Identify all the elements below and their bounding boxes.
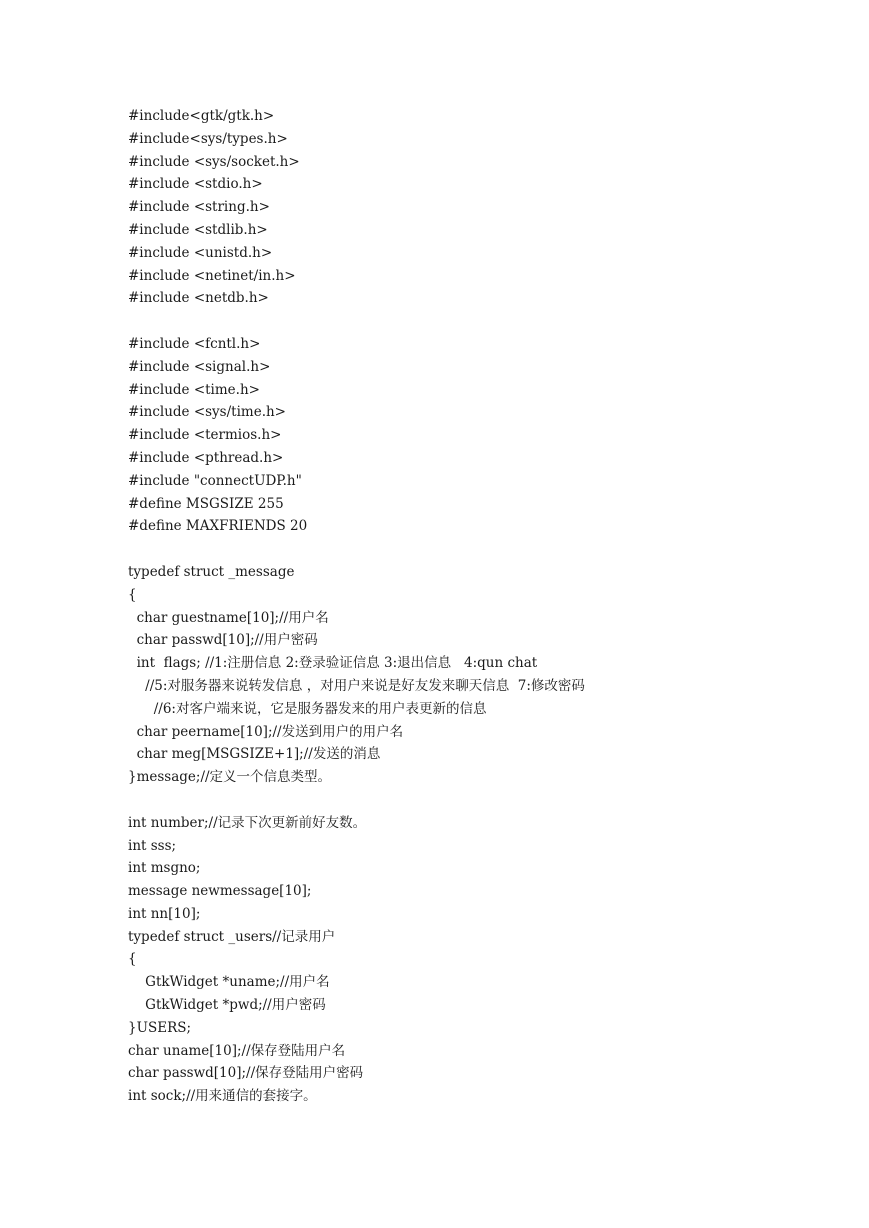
code-line: int msgno; xyxy=(128,860,201,877)
code-line: #include <fcntl.h> xyxy=(128,335,261,352)
code-line: char peername[10];//发送到用户的用户名 xyxy=(128,723,404,740)
code-line: #include <unistd.h> xyxy=(128,244,273,261)
code-line: message newmessage[10]; xyxy=(128,883,312,900)
code-line: { xyxy=(128,951,137,968)
code-line: int sock;//用来通信的套接字。 xyxy=(128,1088,317,1105)
code-line: #include "connectUDP.h" xyxy=(128,472,302,489)
code-line: GtkWidget *pwd;//用户密码 xyxy=(128,997,326,1014)
code-line: #include <stdio.h> xyxy=(128,176,263,193)
code-line: #include <netdb.h> xyxy=(128,290,269,307)
code-line: //5:对服务器来说转发信息 ，对用户来说是好友发来聊天信息 7:修改密码 xyxy=(128,677,585,694)
code-line: #include <signal.h> xyxy=(128,358,271,375)
code-line: #define MSGSIZE 255 xyxy=(128,495,284,512)
code-line: #include <sys/socket.h> xyxy=(128,153,300,170)
blank-line xyxy=(128,789,828,812)
code-line: typedef struct _message xyxy=(128,563,295,580)
blank-line xyxy=(128,538,828,561)
code-line: #include <netinet/in.h> xyxy=(128,267,296,284)
code-line: char guestname[10];//用户名 xyxy=(128,609,329,626)
code-line: //6:对客户端来说，它是服务器发来的用户表更新的信息 xyxy=(128,700,487,717)
code-line: #include <sys/time.h> xyxy=(128,404,286,421)
blank-line xyxy=(128,310,828,333)
code-line: int number;//记录下次更新前好友数。 xyxy=(128,814,367,831)
code-line: #include <string.h> xyxy=(128,199,270,216)
code-line: char passwd[10];//保存登陆用户密码 xyxy=(128,1065,364,1082)
code-line: #include <time.h> xyxy=(128,381,260,398)
code-line: #define MAXFRIENDS 20 xyxy=(128,518,308,535)
code-line: typedef struct _users//记录用户 xyxy=(128,928,336,945)
code-line: GtkWidget *uname;//用户名 xyxy=(128,974,330,991)
code-line: #include<gtk/gtk.h> xyxy=(128,108,275,124)
code-line: char meg[MSGSIZE+1];//发送的消息 xyxy=(128,746,381,763)
code-line: int nn[10]; xyxy=(128,905,201,922)
code-line: { xyxy=(128,586,137,603)
code-line: int sss; xyxy=(128,837,177,854)
code-line: char passwd[10];//用户密码 xyxy=(128,632,318,649)
code-line: }USERS; xyxy=(128,1019,192,1036)
code-line: #include<sys/types.h> xyxy=(128,130,288,147)
code-line: int flags; //1:注册信息 2:登录验证信息 3:退出信息 4:qun chat xyxy=(128,655,538,672)
code-block xyxy=(128,105,828,1108)
code-line: #include <termios.h> xyxy=(128,427,282,444)
code-line: }message;//定义一个信息类型。 xyxy=(128,769,332,786)
code-line: #include <stdlib.h> xyxy=(128,221,268,238)
code-line: #include <pthread.h> xyxy=(128,449,284,466)
code-line: char uname[10];//保存登陆用户名 xyxy=(128,1042,346,1059)
